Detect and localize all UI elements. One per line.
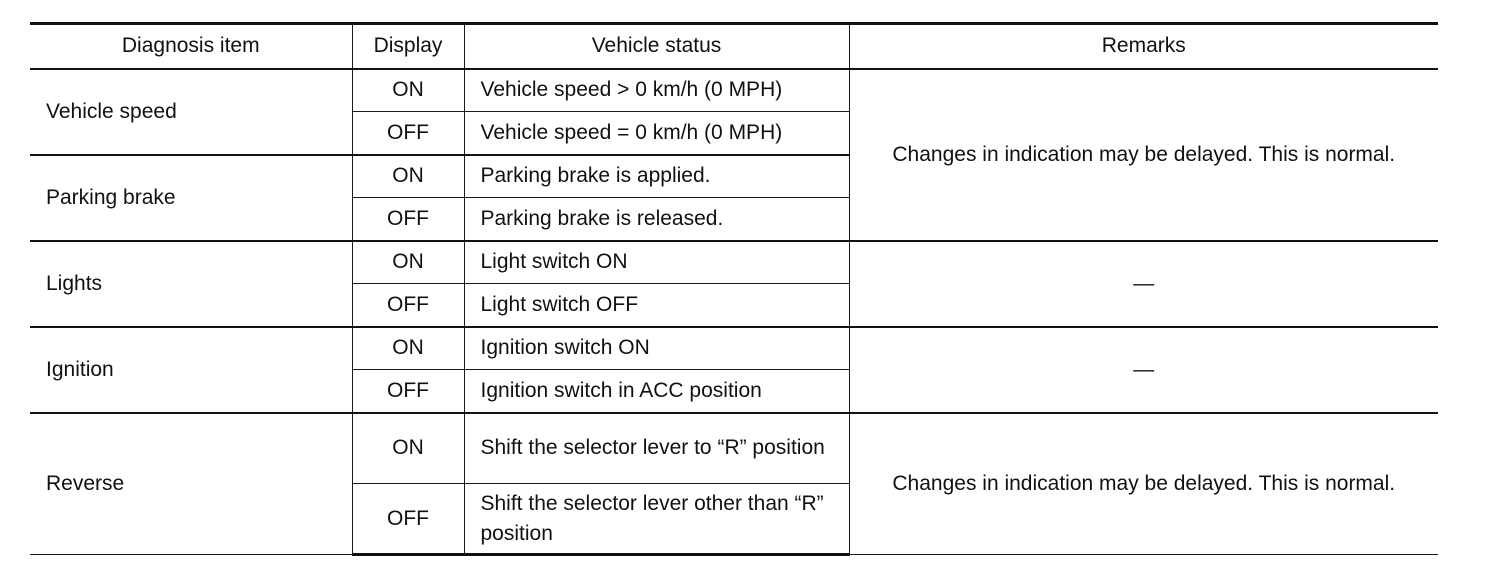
display-value: OFF [352, 370, 464, 413]
table-row [30, 241, 1438, 284]
table-row [30, 413, 1438, 484]
remarks-dash-1: — [849, 241, 1438, 327]
table-row [30, 327, 1438, 370]
remarks-delayed-1: Changes in indication may be delayed. This is normal. [849, 69, 1438, 241]
display-value: OFF [352, 112, 464, 155]
status-text: Vehicle speed = 0 km/h (0 MPH) [464, 112, 849, 155]
remarks-delayed-2: Changes in indication may be delayed. This is normal. [849, 413, 1438, 555]
status-text: Light switch OFF [464, 284, 849, 327]
display-value: ON [352, 69, 464, 112]
display-value: ON [352, 155, 464, 198]
item-vehicle-speed: Vehicle speed [30, 69, 352, 155]
display-value: ON [352, 241, 464, 284]
status-text: Parking brake is applied. [464, 155, 849, 198]
item-ignition: Ignition [30, 327, 352, 413]
status-text: Vehicle speed > 0 km/h (0 MPH) [464, 69, 849, 112]
status-text: Light switch ON [464, 241, 849, 284]
status-text: Ignition switch ON [464, 327, 849, 370]
header-diagnosis-item: Diagnosis item [30, 24, 352, 69]
table-row [30, 69, 1438, 112]
display-value: ON [352, 327, 464, 370]
status-text: Ignition switch in ACC position [464, 370, 849, 413]
status-text: Shift the selector lever to “R” position [464, 413, 849, 484]
item-lights: Lights [30, 241, 352, 327]
diagnosis-table [30, 22, 1438, 556]
display-value: ON [352, 413, 464, 484]
table-header-row [30, 24, 1438, 69]
item-parking-brake: Parking brake [30, 155, 352, 241]
header-display: Display [352, 24, 464, 69]
header-vehicle-status: Vehicle status [464, 24, 849, 69]
display-value: OFF [352, 198, 464, 241]
status-text: Parking brake is released. [464, 198, 849, 241]
display-value: OFF [352, 284, 464, 327]
status-text: Shift the selector lever other than “R” position [464, 484, 849, 555]
display-value: OFF [352, 484, 464, 555]
header-remarks: Remarks [849, 24, 1438, 69]
remarks-dash-2: — [849, 327, 1438, 413]
item-reverse: Reverse [30, 413, 352, 555]
